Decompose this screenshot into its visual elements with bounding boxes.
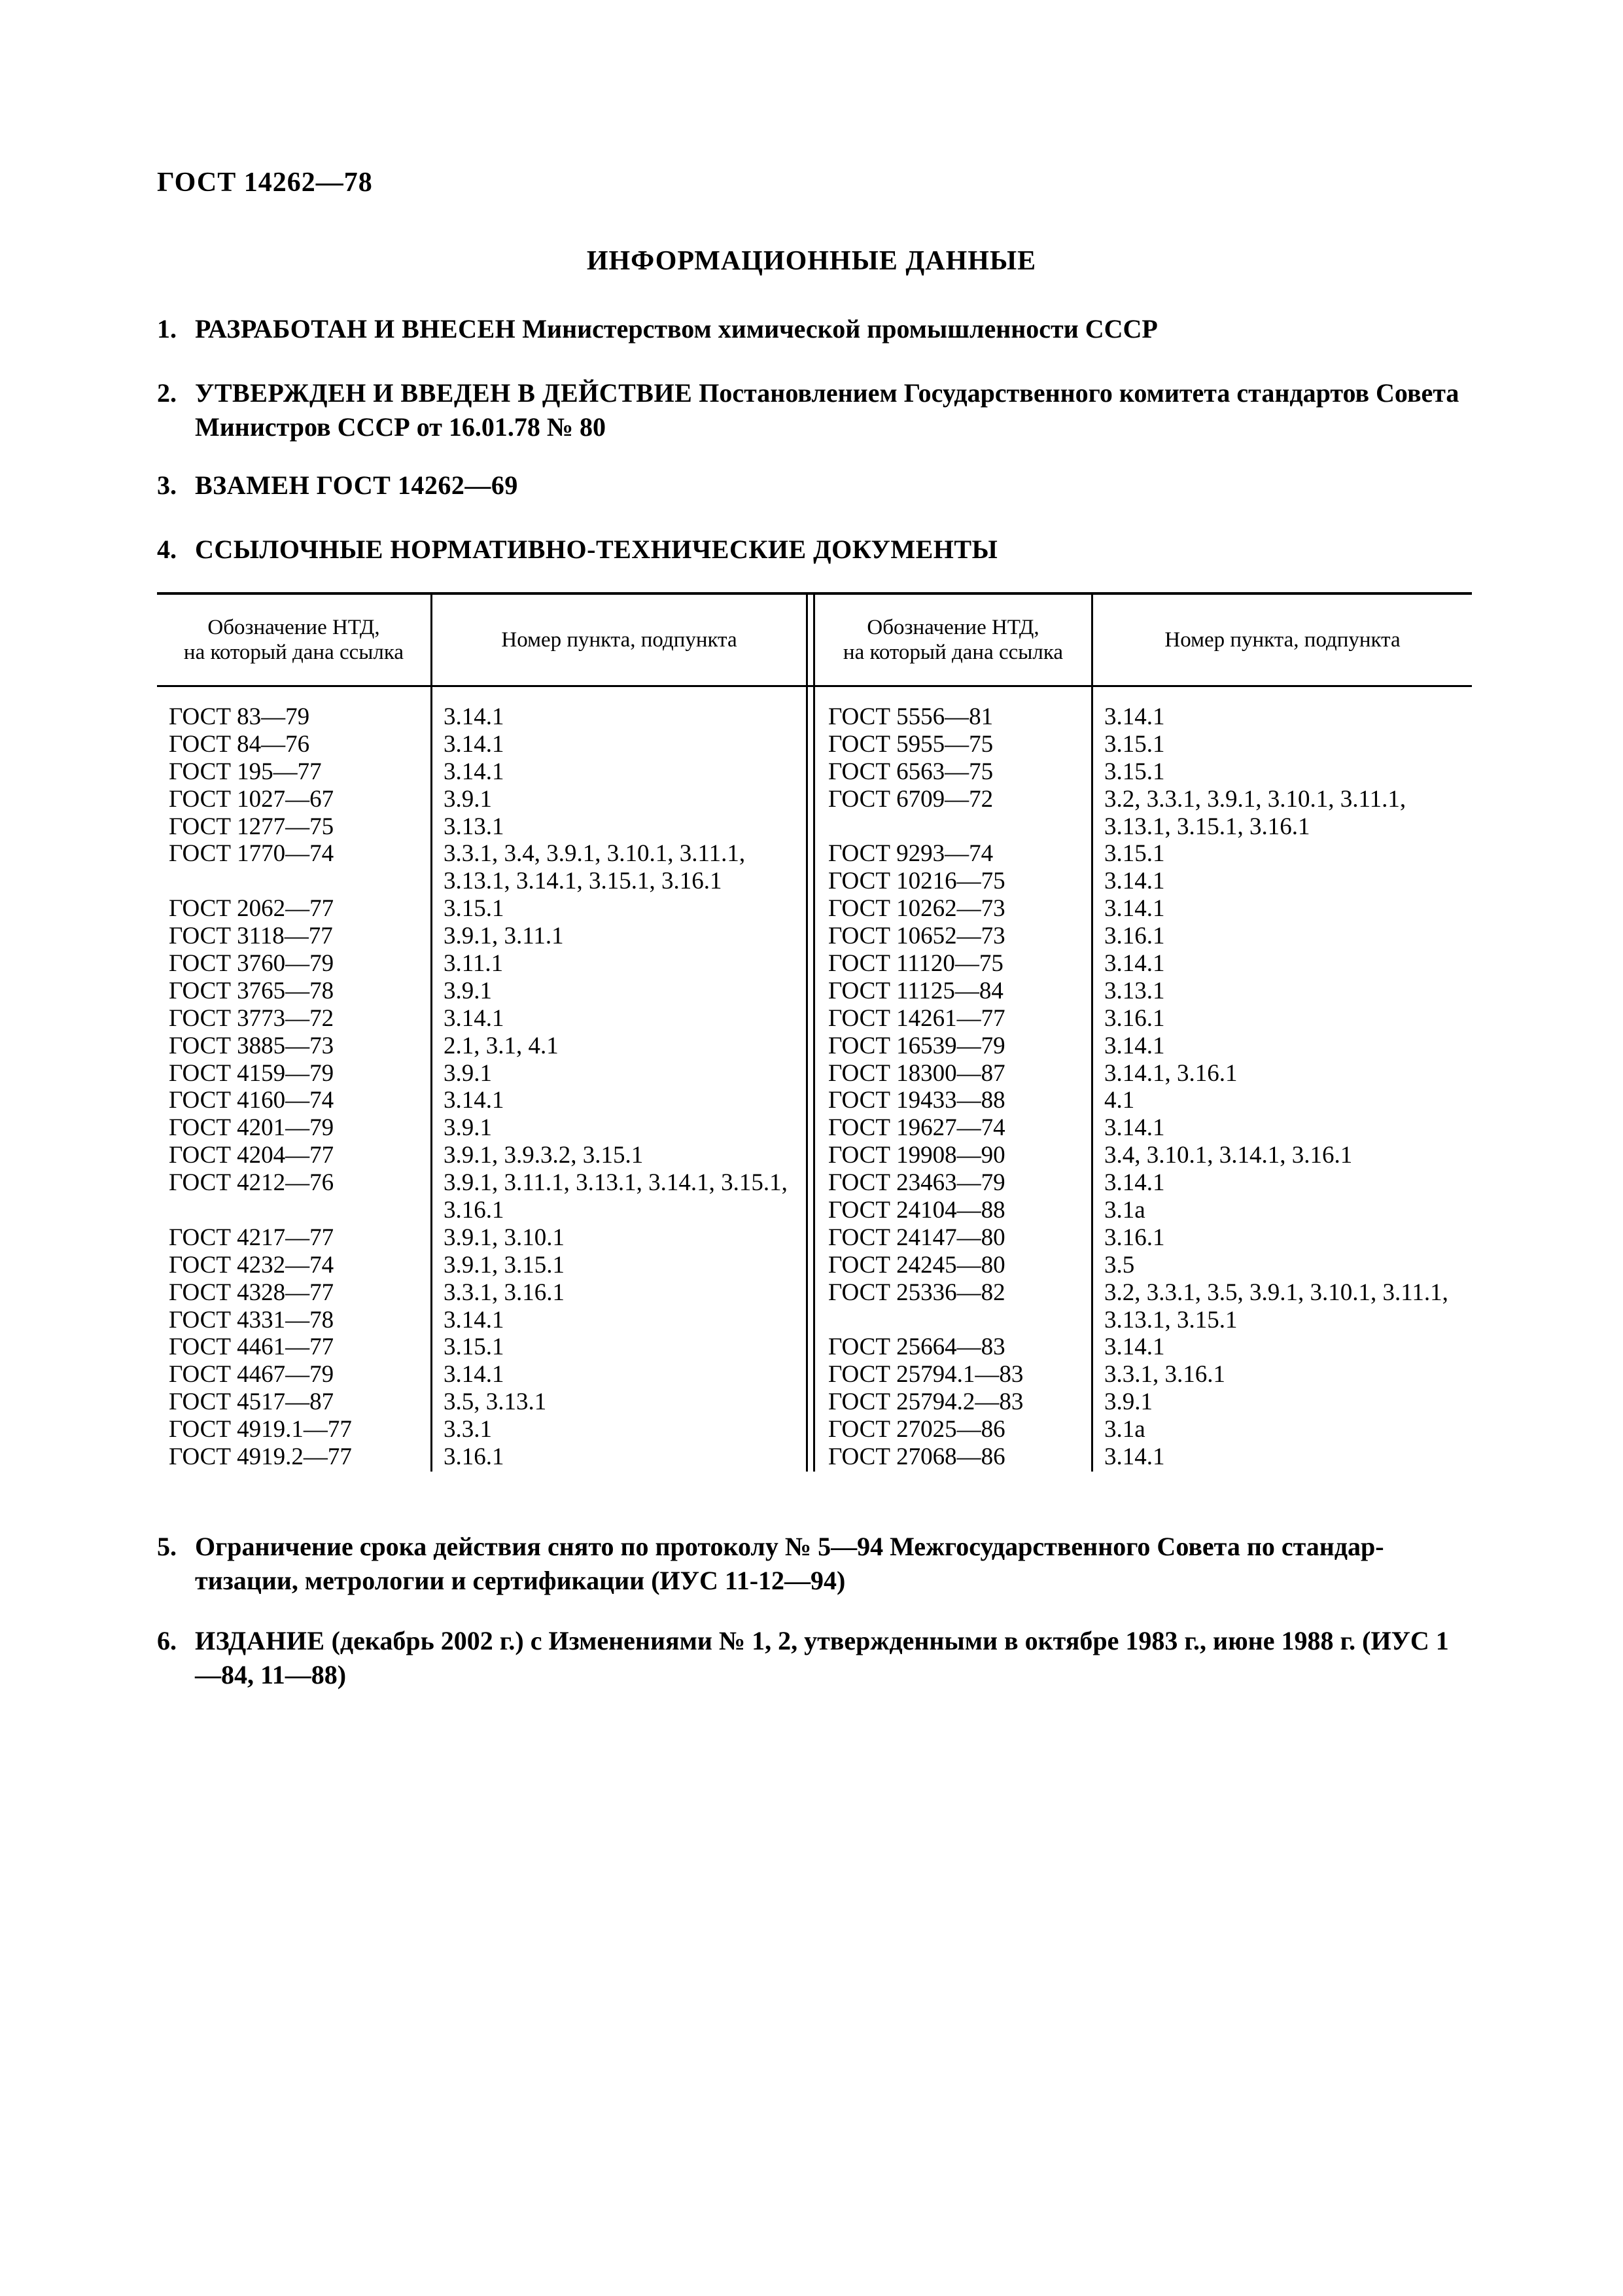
- document-designation: ГОСТ 3760—79: [169, 950, 334, 978]
- clause-numbers: 3.14.1: [444, 1087, 504, 1114]
- table-row: [157, 758, 811, 786]
- item-number: 3.: [157, 470, 177, 500]
- table-row: [811, 1087, 1472, 1114]
- clause-numbers: 3.14.1: [1104, 703, 1165, 730]
- table-row: [811, 813, 1472, 841]
- table-row: [811, 1169, 1472, 1197]
- table-row: [811, 840, 1472, 868]
- document-designation: ГОСТ 3118—77: [169, 923, 333, 950]
- document-designation: ГОСТ 16539—79: [828, 1032, 1005, 1059]
- table-right-half: [811, 595, 1472, 1472]
- clause-numbers: 3.13.1, 3.14.1, 3.15.1, 3.16.1: [444, 868, 722, 895]
- clause-numbers: 3.9.1, 3.15.1: [444, 1251, 565, 1279]
- clause-numbers: 3.16.1: [1104, 923, 1165, 950]
- table-row: [157, 1252, 811, 1279]
- clause-numbers: 3.9.1: [444, 785, 492, 813]
- document-designation: ГОСТ 24104—88: [828, 1197, 1005, 1224]
- clause-numbers: 3.1а: [1104, 1416, 1145, 1443]
- document-designation: ГОСТ 3773—72: [169, 1004, 334, 1032]
- clause-numbers: 3.14.1: [1104, 868, 1165, 895]
- info-item-2: [157, 376, 1472, 444]
- table-row: [157, 840, 811, 868]
- document-designation: ГОСТ 83—79: [169, 703, 310, 730]
- table-row: [811, 1307, 1472, 1334]
- document-designation: ГОСТ 25794.2—83: [828, 1388, 1024, 1416]
- clause-numbers: 3.3.1: [444, 1416, 492, 1443]
- table-row: [157, 950, 811, 978]
- document-designation: ГОСТ 4517—87: [169, 1388, 334, 1416]
- clause-numbers: 3.15.1: [444, 1333, 504, 1361]
- clause-numbers: 3.14.1: [444, 1306, 504, 1333]
- document-designation: ГОСТ 10652—73: [828, 923, 1005, 950]
- clause-numbers: 3.13.1, 3.15.1, 3.16.1: [1104, 813, 1310, 840]
- table-row: [811, 978, 1472, 1005]
- clause-numbers: 3.14.1: [1104, 1443, 1165, 1471]
- document-designation: ГОСТ 4217—77: [169, 1224, 334, 1251]
- document-designation: ГОСТ 4201—79: [169, 1114, 334, 1142]
- table-row: [811, 758, 1472, 786]
- document-designation: ГОСТ 19433—88: [828, 1087, 1005, 1114]
- table-row: [811, 1443, 1472, 1471]
- table-row: [811, 786, 1472, 813]
- document-designation: ГОСТ 4919.2—77: [169, 1443, 352, 1471]
- table-row: [157, 1279, 811, 1307]
- document-designation: ГОСТ 3885—73: [169, 1032, 334, 1059]
- table-row: [157, 1169, 811, 1197]
- item-number: 1.: [157, 314, 177, 344]
- clause-numbers: 3.9.1: [444, 1059, 492, 1087]
- table-row: [157, 1060, 811, 1087]
- table-row: [157, 895, 811, 923]
- clause-numbers: 3.9.1: [444, 1114, 492, 1142]
- clause-numbers: 4.1: [1104, 1087, 1135, 1114]
- table-row: [157, 731, 811, 758]
- clause-numbers: 3.14.1: [1104, 1032, 1165, 1059]
- item-heading: ССЫЛОЧНЫЕ НОРМАТИВНО-ТЕХНИЧЕСКИЕ ДОКУМЕНТЫ: [195, 535, 998, 564]
- document-designation: ГОСТ 195—77: [169, 758, 322, 785]
- table-row: [157, 1224, 811, 1252]
- table-row: [157, 1416, 811, 1443]
- table-row: [811, 1333, 1472, 1361]
- document-designation: ГОСТ 14261—77: [828, 1004, 1005, 1032]
- table-row: [157, 1033, 811, 1060]
- document-designation: ГОСТ 5955—75: [828, 730, 994, 758]
- table-row: [157, 1307, 811, 1334]
- table-row: [157, 978, 811, 1005]
- table-row: [811, 1197, 1472, 1224]
- clause-numbers: 3.15.1: [1104, 758, 1165, 785]
- table-row: [811, 895, 1472, 923]
- table-row: [811, 1416, 1472, 1443]
- document-designation: ГОСТ 27068—86: [828, 1443, 1005, 1471]
- clause-numbers: 3.11.1: [444, 950, 504, 978]
- table-row: [157, 1087, 811, 1114]
- document-designation: ГОСТ 4160—74: [169, 1087, 334, 1114]
- reference-documents-table: [157, 592, 1472, 1472]
- clause-numbers: 3.14.1: [1104, 950, 1165, 978]
- document-designation: ГОСТ 6709—72: [828, 785, 994, 813]
- clause-numbers: 3.14.1: [444, 703, 504, 730]
- item-number: 6.: [157, 1626, 177, 1655]
- clause-numbers: 3.2, 3.3.1, 3.5, 3.9.1, 3.10.1, 3.11.1,: [1104, 1279, 1448, 1306]
- document-designation: ГОСТ 1770—74: [169, 840, 334, 868]
- item-heading: ВЗАМЕН ГОСТ 14262—69: [195, 470, 518, 500]
- clause-numbers: 3.1а: [1104, 1197, 1145, 1224]
- table-row: [157, 1005, 811, 1033]
- clause-numbers: 3.5: [1104, 1251, 1135, 1279]
- info-item-5: [157, 1530, 1472, 1598]
- table-row: [811, 1279, 1472, 1307]
- item-heading: РАЗРАБОТАН И ВНЕСЕН: [195, 314, 516, 344]
- document-designation: ГОСТ 2062—77: [169, 895, 334, 923]
- table-row: [811, 1142, 1472, 1169]
- clause-numbers: 3.14.1, 3.16.1: [1104, 1059, 1238, 1087]
- table-row: [157, 1361, 811, 1388]
- clause-numbers: 3.4, 3.10.1, 3.14.1, 3.16.1: [1104, 1142, 1353, 1169]
- document-designation: ГОСТ 23463—79: [828, 1169, 1005, 1197]
- clause-numbers: 3.9.1, 3.11.1, 3.13.1, 3.14.1, 3.15.1,: [444, 1169, 788, 1197]
- document-designation: ГОСТ 1027—67: [169, 785, 334, 813]
- document-designation: ГОСТ 10216—75: [828, 868, 1005, 895]
- page-title: ИНФОРМАЦИОННЫЕ ДАННЫЕ: [586, 246, 1037, 276]
- table-row: [811, 1033, 1472, 1060]
- info-item-1: [157, 312, 1472, 346]
- clause-numbers: 3.16.1: [444, 1197, 504, 1224]
- document-designation: ГОСТ 6563—75: [828, 758, 994, 785]
- table-row: [811, 731, 1472, 758]
- table-row: [811, 1361, 1472, 1388]
- table-row: [157, 703, 811, 731]
- clause-numbers: 3.3.1, 3.4, 3.9.1, 3.10.1, 3.11.1,: [444, 840, 746, 868]
- document-designation: ГОСТ 4461—77: [169, 1333, 334, 1361]
- table-row: [157, 1197, 811, 1224]
- clause-numbers: 3.15.1: [1104, 730, 1165, 758]
- table-row: [811, 1388, 1472, 1416]
- document-designation: ГОСТ 4212—76: [169, 1169, 334, 1197]
- item-text: (декабрь 2002 г.) с Изменениями № 1, 2, утвержденными в октябре 1983 г., июне 1988 г. (ИУС 1—84, 11—88): [195, 1626, 1449, 1689]
- document-designation: ГОСТ 10262—73: [828, 895, 1005, 923]
- table-left-half: [157, 595, 811, 1472]
- document-designation: ГОСТ 19908—90: [828, 1142, 1005, 1169]
- clause-numbers: 3.9.1: [444, 977, 492, 1004]
- table-row: [157, 1333, 811, 1361]
- document-designation: ГОСТ 5556—81: [828, 703, 994, 730]
- table-row: [157, 1114, 811, 1142]
- document-designation: ГОСТ 3765—78: [169, 977, 334, 1004]
- document-designation: ГОСТ 24245—80: [828, 1251, 1005, 1279]
- item-text: Ограничение срока действия снято по протоколу № 5—94 Межгосударственного Совета по стандар- тизации, метрологии и сертификации (ИУС 11-12—94): [195, 1532, 1384, 1595]
- header-clause: Номер пункта, подпункта: [501, 628, 737, 652]
- clause-numbers: 3.13.1, 3.15.1: [1104, 1306, 1238, 1333]
- info-item-6: [157, 1624, 1472, 1692]
- table-body-left: [157, 703, 811, 1471]
- clause-numbers: 3.14.1: [1104, 1169, 1165, 1197]
- document-designation: ГОСТ 19627—74: [828, 1114, 1005, 1142]
- document-designation: ГОСТ 4919.1—77: [169, 1416, 352, 1443]
- clause-numbers: 3.2, 3.3.1, 3.9.1, 3.10.1, 3.11.1,: [1104, 785, 1406, 813]
- clause-numbers: 3.16.1: [1104, 1004, 1165, 1032]
- clause-numbers: 3.14.1: [1104, 895, 1165, 923]
- clause-numbers: 3.16.1: [444, 1443, 504, 1471]
- table-row: [157, 868, 811, 895]
- clause-numbers: 3.9.1: [1104, 1388, 1153, 1416]
- header-document: Обозначение НТД, на который дана ссылка: [183, 616, 404, 664]
- document-designation: ГОСТ 11125—84: [828, 977, 1003, 1004]
- header-document: Обозначение НТД, на который дана ссылка: [843, 616, 1064, 664]
- item-number: 2.: [157, 378, 177, 408]
- item-heading: ИЗДАНИЕ: [195, 1626, 325, 1655]
- document-designation: ГОСТ 4331—78: [169, 1306, 334, 1333]
- clause-numbers: 3.13.1: [444, 813, 504, 840]
- clause-numbers: 3.14.1: [444, 730, 504, 758]
- clause-numbers: 3.9.1, 3.10.1: [444, 1224, 565, 1251]
- document-designation: ГОСТ 25336—82: [828, 1279, 1005, 1306]
- clause-numbers: 3.14.1: [444, 1004, 504, 1032]
- document-designation: ГОСТ 4204—77: [169, 1142, 334, 1169]
- table-row: [811, 950, 1472, 978]
- clause-numbers: 3.14.1: [444, 758, 504, 785]
- table-row: [157, 1142, 811, 1169]
- table-body-right: [811, 703, 1472, 1471]
- table-row: [157, 1388, 811, 1416]
- document-designation: ГОСТ 11120—75: [828, 950, 1003, 978]
- item-number: 5.: [157, 1532, 177, 1561]
- clause-numbers: 3.14.1: [1104, 1333, 1165, 1361]
- table-row: [157, 813, 811, 841]
- document-designation: ГОСТ 4159—79: [169, 1059, 334, 1087]
- item-heading: УТВЕРЖДЕН И ВВЕДЕН В ДЕЙСТВИЕ: [195, 378, 693, 408]
- header-clause: Номер пункта, подпункта: [1164, 628, 1401, 652]
- clause-numbers: 3.15.1: [444, 895, 504, 923]
- table-row: [157, 786, 811, 813]
- document-designation: ГОСТ 24147—80: [828, 1224, 1005, 1251]
- document-designation: ГОСТ 1277—75: [169, 813, 334, 840]
- item-number: 4.: [157, 535, 177, 564]
- clause-numbers: 3.13.1: [1104, 977, 1165, 1004]
- info-item-4: [157, 533, 1472, 567]
- document-designation: ГОСТ 9293—74: [828, 840, 994, 868]
- table-row: [811, 703, 1472, 731]
- clause-numbers: 2.1, 3.1, 4.1: [444, 1032, 559, 1059]
- table-row: [811, 923, 1472, 950]
- document-designation: ГОСТ 18300—87: [828, 1059, 1005, 1087]
- item-text: Министерством химической промышленности СССР: [515, 314, 1158, 344]
- table-row: [811, 1114, 1472, 1142]
- info-item-3: [157, 468, 1472, 503]
- clause-numbers: 3.16.1: [1104, 1224, 1165, 1251]
- document-designation: ГОСТ 4232—74: [169, 1251, 334, 1279]
- clause-numbers: 3.3.1, 3.16.1: [444, 1279, 565, 1306]
- table-row: [811, 1060, 1472, 1087]
- item-text: Постановлением Государственного комитета стандартов Совета Министров СССР от 16.01.78 № 80: [195, 378, 1459, 442]
- table-row: [157, 923, 811, 950]
- document-designation: ГОСТ 25664—83: [828, 1333, 1005, 1361]
- clause-numbers: 3.9.1, 3.9.3.2, 3.15.1: [444, 1142, 644, 1169]
- clause-numbers: 3.14.1: [444, 1361, 504, 1388]
- table-row: [811, 1224, 1472, 1252]
- document-designation: ГОСТ 25794.1—83: [828, 1361, 1024, 1388]
- clause-numbers: 3.9.1, 3.11.1: [444, 923, 564, 950]
- document-code: ГОСТ 14262—78: [157, 168, 373, 198]
- table-row: [157, 1443, 811, 1471]
- clause-numbers: 3.3.1, 3.16.1: [1104, 1361, 1225, 1388]
- clause-numbers: 3.14.1: [1104, 1114, 1165, 1142]
- table-row: [811, 1005, 1472, 1033]
- clause-numbers: 3.5, 3.13.1: [444, 1388, 547, 1416]
- document-designation: ГОСТ 4328—77: [169, 1279, 334, 1306]
- table-row: [811, 1252, 1472, 1279]
- document-designation: ГОСТ 27025—86: [828, 1416, 1005, 1443]
- table-row: [811, 868, 1472, 895]
- clause-numbers: 3.15.1: [1104, 840, 1165, 868]
- document-designation: ГОСТ 4467—79: [169, 1361, 334, 1388]
- document-designation: ГОСТ 84—76: [169, 730, 310, 758]
